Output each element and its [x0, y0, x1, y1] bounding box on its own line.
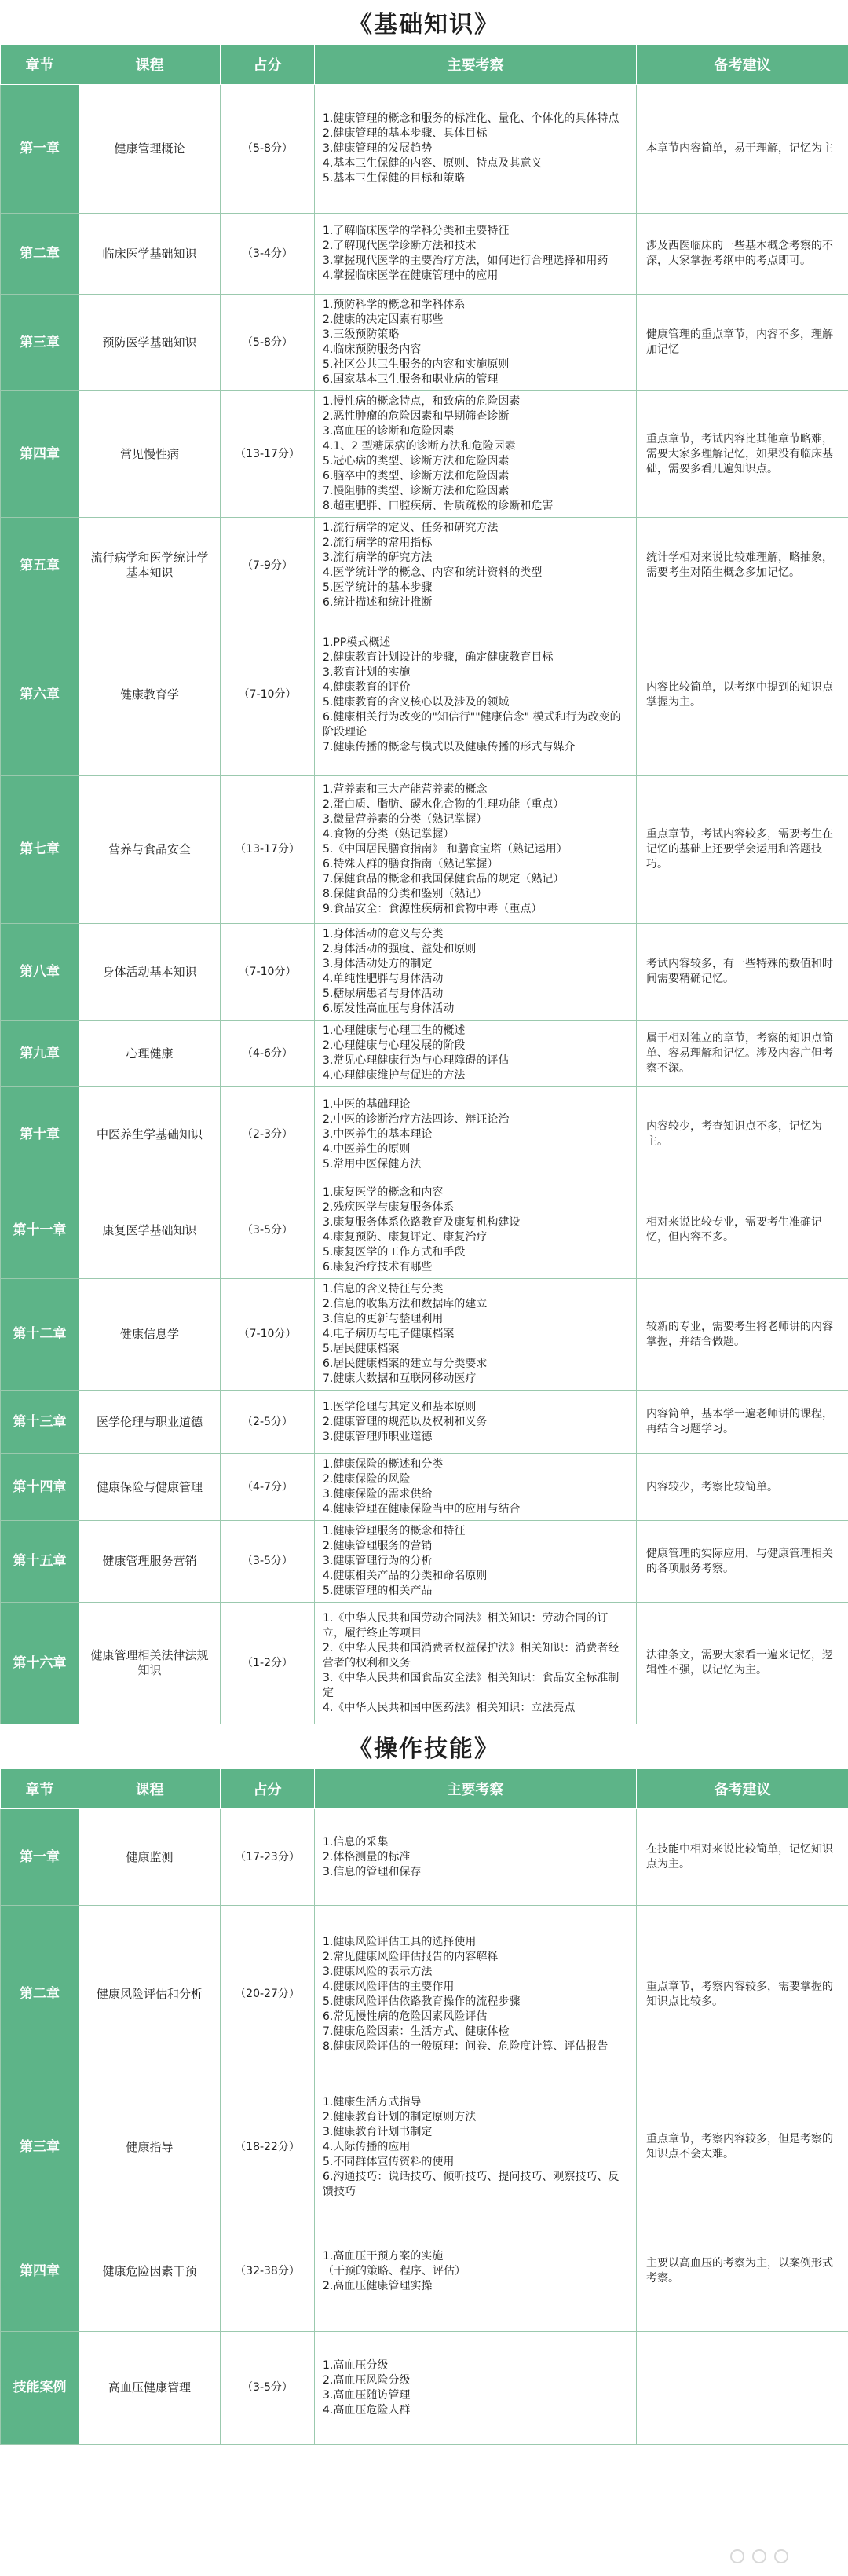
topic-item: 5.常用中医保健方法 [323, 1157, 422, 1171]
chapter-cell: 第十三章 [1, 1391, 79, 1454]
topics-cell [315, 2332, 637, 2445]
topic-item: 1.中医的基础理论 [323, 1097, 411, 1111]
topic-item: 4.高血压危险人群 [323, 2403, 411, 2417]
topic-item: 1.健康管理服务的概念和特征 [323, 1525, 466, 1537]
chapter-cell: 第二章 [1, 1906, 79, 2083]
advice-cell: 重点章节，考试内容比其他章节略难，需要大家多理解记忆，如果没有临床基础，需要多看几遍知识点。 [637, 391, 848, 518]
topics-cell [315, 924, 637, 1021]
topics-cell [315, 1391, 637, 1454]
table-row [1, 85, 848, 214]
advice-cell: 法律条文，需要大家看一遍来记忆，逻辑性不强，以记忆为主。 [637, 1603, 848, 1724]
table-row [1, 614, 848, 776]
topic-item: 7.保健食品的概念和我国保健食品的规定（熟记） [323, 873, 565, 885]
topic-item: 4.电子病历与电子健康档案 [323, 1328, 455, 1340]
advice-cell: 涉及西医临床的一些基本概念考察的不深，大家掌握考纲中的考点即可。 [637, 214, 848, 295]
section-title: 《基础知识》 [349, 11, 499, 38]
topic-item: 1.PP模式概述 [323, 636, 391, 649]
score-cell: （2-5分） [221, 1391, 315, 1454]
score-cell: （3-5分） [221, 1182, 315, 1279]
table-row [1, 2083, 848, 2211]
chapter-cell: 第三章 [1, 295, 79, 391]
topic-item: 1.了解临床医学的学科分类和主要特征 [323, 225, 510, 237]
watermark-dot-icon [752, 2549, 766, 2563]
topic-item: 6.健康相关行为改变的"知信行""健康信念" 模式和行为改变的阶段理论 [323, 710, 621, 738]
table-row [1, 1182, 848, 1279]
topic-item: 6.沟通技巧：说话技巧、倾听技巧、提问技巧、观察技巧、反馈技巧 [323, 2170, 620, 2198]
topic-item: 5.健康教育的含义核心以及涉及的领域 [323, 695, 510, 709]
topic-item: 3.健康管理行为的分析 [323, 1555, 433, 1567]
topics-cell [315, 295, 637, 391]
advice-cell: 重点章节，考试内容较多，需要考生在记忆的基础上还要学会运用和答题技巧。 [637, 776, 848, 924]
topic-item: 1.信息的含义特征与分类 [323, 1283, 444, 1295]
advice-cell: 内容简单，基本学一遍老师讲的课程，再结合习题学习。 [637, 1391, 848, 1454]
chapter-cell: 第三章 [1, 2083, 79, 2211]
course-cell: 健康管理相关法律法规知识 [79, 1603, 221, 1724]
course-cell: 康复医学基础知识 [79, 1182, 221, 1279]
header-chapter: 章节 [1, 45, 79, 85]
topic-item: 6.康复治疗技术有哪些 [323, 1261, 433, 1273]
topic-item: 3.掌握现代医学的主要治疗方法，如何进行合理选择和用药 [323, 255, 609, 267]
header-course: 课程 [79, 1769, 221, 1809]
topic-item: 1.健康管理的概念和服务的标准化、量化、个体化的具体特点 [323, 112, 620, 125]
chapter-cell: 第四章 [1, 2211, 79, 2332]
topic-item: 2.健康管理服务的营销 [323, 1540, 433, 1552]
score-cell: （3-5分） [221, 1521, 315, 1603]
course-cell: 健康风险评估和分析 [79, 1906, 221, 2083]
score-cell: （13-17分） [221, 391, 315, 518]
topic-item: 4.健康风险评估的主要作用 [323, 1980, 455, 1993]
topic-item: 1.康复医学的概念和内容 [323, 1186, 444, 1199]
chapter-cell: 第十一章 [1, 1182, 79, 1279]
header-score: 占分 [221, 45, 315, 85]
topic-item: 4.健康相关产品的分类和命名原则 [323, 1570, 488, 1582]
score-cell: （13-17分） [221, 776, 315, 924]
topic-item: 2.流行病学的常用指标 [323, 537, 433, 549]
topic-item: 3.身体活动处方的制定 [323, 958, 433, 970]
watermark [730, 2548, 824, 2565]
advice-cell: 重点章节，考察内容较多，需要掌握的知识点比较多。 [637, 1906, 848, 2083]
table-row [1, 1906, 848, 2083]
topic-item: 3.健康风险的表示方法 [323, 1965, 433, 1978]
course-cell: 健康管理服务营销 [79, 1521, 221, 1603]
topic-item: 6.脑卒中的类型、诊断方法和危险因素 [323, 470, 510, 482]
topic-item: 4.健康教育的评价 [323, 680, 411, 694]
table-row [1, 1809, 848, 1906]
topic-item: 5.《中国居民膳食指南》 和膳食宝塔（熟记运用） [323, 843, 568, 856]
score-cell: （3-5分） [221, 2332, 315, 2445]
course-cell: 健康信息学 [79, 1279, 221, 1391]
topic-item: 2.了解现代医学诊断方法和技术 [323, 240, 477, 252]
score-cell: （1-2分） [221, 1603, 315, 1724]
topic-item: 6.特殊人群的膳食指南（熟记掌握） [323, 858, 499, 870]
topic-item: 5.健康管理的相关产品 [323, 1585, 433, 1597]
topics-cell [315, 214, 637, 295]
chapter-cell: 第四章 [1, 391, 79, 518]
score-cell: （3-4分） [221, 214, 315, 295]
chapter-cell: 第七章 [1, 776, 79, 924]
topic-item: 3.三级预防策略 [323, 328, 400, 341]
header-advice: 备考建议 [637, 45, 848, 85]
chapter-cell: 第一章 [1, 1809, 79, 1906]
topic-item: 2.身体活动的强度、益处和原则 [323, 943, 477, 955]
course-cell: 中医养生学基础知识 [79, 1087, 221, 1182]
table-row [1, 2211, 848, 2332]
topic-item: 4.掌握临床医学在健康管理中的应用 [323, 269, 499, 282]
topic-item: （干预的策略、程序、评估） [323, 2264, 466, 2277]
chapter-cell: 第十四章 [1, 1454, 79, 1521]
topic-item: 3.高血压随访管理 [323, 2388, 411, 2402]
course-cell: 心理健康 [79, 1021, 221, 1087]
topic-item: 4.单纯性肥胖与身体活动 [323, 973, 444, 985]
topic-item: 2.常见健康风险评估报告的内容解释 [323, 1950, 499, 1963]
course-cell: 预防医学基础知识 [79, 295, 221, 391]
topics-cell [315, 1603, 637, 1724]
topic-item: 6.常见慢性病的危险因素风险评估 [323, 2010, 488, 2023]
topic-item: 4.心理健康维护与促进的方法 [323, 1069, 466, 1082]
score-cell: （7-10分） [221, 614, 315, 776]
table-row [1, 1521, 848, 1603]
advice-cell: 本章节内容简单，易于理解，记忆为主 [637, 85, 848, 214]
topics-cell [315, 1279, 637, 1391]
topic-item: 4.中医养生的原则 [323, 1142, 411, 1156]
topic-item: 6.统计描述和统计推断 [323, 596, 433, 609]
advice-cell: 内容较少，考察比较简单。 [637, 1454, 848, 1521]
topic-item: 1.营养素和三大产能营养素的概念 [323, 783, 488, 796]
topic-item: 2.残疾医学与康复服务体系 [323, 1201, 455, 1214]
topic-item: 3.健康管理师职业道德 [323, 1430, 433, 1443]
topic-item: 4.基本卫生保健的内容、原则、特点及其意义 [323, 157, 543, 170]
advice-cell: 内容较少，考查知识点不多，记忆为主。 [637, 1087, 848, 1182]
topic-item: 3.《中华人民共和国食品安全法》相关知识：食品安全标准制定 [323, 1671, 620, 1699]
score-cell: （7-10分） [221, 1279, 315, 1391]
topic-item: 3.常见心理健康行为与心理障碍的评估 [323, 1054, 510, 1067]
watermark-dot-icon [730, 2549, 744, 2563]
topic-item: 5.冠心病的类型、诊断方法和危险因素 [323, 455, 510, 467]
topic-item: 2.心理健康与心理发展的阶段 [323, 1039, 466, 1052]
score-cell: （7-10分） [221, 924, 315, 1021]
course-cell: 临床医学基础知识 [79, 214, 221, 295]
topic-item: 1.预防科学的概念和学科体系 [323, 299, 466, 311]
syllabus-table [0, 1768, 848, 2445]
table-row [1, 391, 848, 518]
score-cell: （5-8分） [221, 85, 315, 214]
score-cell: （4-6分） [221, 1021, 315, 1087]
score-cell: （20-27分） [221, 1906, 315, 2083]
topic-item: 1.健康风险评估工具的选择使用 [323, 1935, 477, 1948]
topic-item: 1.医学伦理与其定义和基本原则 [323, 1400, 477, 1413]
topic-item: 7.慢阻肺的类型、诊断方法和危险因素 [323, 485, 510, 497]
topics-cell [315, 2211, 637, 2332]
topic-item: 2.健康教育计划设计的步骤，确定健康教育目标 [323, 650, 554, 664]
topics-cell [315, 1809, 637, 1906]
topic-item: 1.流行病学的定义、任务和研究方法 [323, 522, 499, 534]
course-cell: 健康教育学 [79, 614, 221, 776]
topic-item: 1.高血压分级 [323, 2358, 389, 2372]
header-score: 占分 [221, 1769, 315, 1809]
topic-item: 4.健康管理在健康保险当中的应用与结合 [323, 1503, 521, 1515]
course-cell: 流行病学和医学统计学基本知识 [79, 518, 221, 614]
topic-item: 5.康复医学的工作方式和手段 [323, 1246, 466, 1259]
topic-item: 1.《中华人民共和国劳动合同法》相关知识：劳动合同的订立，履行终止等项目 [323, 1611, 609, 1640]
chapter-cell: 第一章 [1, 85, 79, 214]
score-cell: （18-22分） [221, 2083, 315, 2211]
topic-item: 4.人际传播的应用 [323, 2140, 411, 2153]
course-cell: 常见慢性病 [79, 391, 221, 518]
score-cell: （5-8分） [221, 295, 315, 391]
topics-cell [315, 1087, 637, 1182]
score-cell: （4-7分） [221, 1454, 315, 1521]
section-title: 《操作技能》 [349, 1735, 499, 1763]
course-cell: 高血压健康管理 [79, 2332, 221, 2445]
table-row [1, 1391, 848, 1454]
header-topics: 主要考察 [315, 1769, 637, 1809]
topic-item: 8.健康风险评估的一般原理：问卷、危险度计算、评估报告 [323, 2039, 609, 2053]
topic-item: 6.国家基本卫生服务和职业病的管理 [323, 373, 499, 386]
chapter-cell: 第六章 [1, 614, 79, 776]
topic-item: 4.康复预防、康复评定、康复治疗 [323, 1231, 488, 1244]
course-cell: 健康保险与健康管理 [79, 1454, 221, 1521]
table-row [1, 776, 848, 924]
table-row [1, 2332, 848, 2445]
course-cell: 健康危险因素干预 [79, 2211, 221, 2332]
topic-item: 7.健康危险因素：生活方式、健康体检 [323, 2025, 510, 2038]
advice-cell: 健康管理的重点章节，内容不多，理解加记忆 [637, 295, 848, 391]
score-cell: （17-23分） [221, 1809, 315, 1906]
topic-item: 3.健康保险的需求供给 [323, 1488, 433, 1501]
table-row [1, 1603, 848, 1724]
topics-cell [315, 391, 637, 518]
chapter-cell: 第五章 [1, 518, 79, 614]
topic-item: 2.蛋白质、脂肪、碳水化合物的生理功能（重点） [323, 798, 565, 811]
topic-item: 3.教育计划的实施 [323, 665, 411, 679]
watermark-dot-icon [774, 2549, 788, 2563]
topic-item: 2.体格测量的标准 [323, 1850, 411, 1863]
table-row [1, 295, 848, 391]
topic-item: 1.健康保险的概述和分类 [323, 1458, 444, 1471]
topics-cell [315, 776, 637, 924]
score-cell: （7-9分） [221, 518, 315, 614]
topic-item: 3.流行病学的研究方法 [323, 551, 433, 564]
topic-item: 2.恶性肿瘤的危险因素和早期筛查诊断 [323, 410, 510, 423]
topic-item: 7.健康传播的概念与模式以及健康传播的形式与媒介 [323, 740, 576, 753]
chapter-cell: 技能案例 [1, 2332, 79, 2445]
chapter-cell: 第九章 [1, 1021, 79, 1087]
topic-item: 3.微量营养素的分类（熟记掌握） [323, 813, 488, 826]
topic-item: 7.健康大数据和互联网移动医疗 [323, 1372, 477, 1385]
topic-item: 1.心理健康与心理卫生的概述 [323, 1024, 466, 1037]
course-cell: 营养与食品安全 [79, 776, 221, 924]
topic-item: 8.保健食品的分类和鉴别（熟记） [323, 888, 488, 900]
header-advice: 备考建议 [637, 1769, 848, 1809]
topic-item: 1.信息的采集 [323, 1835, 389, 1849]
course-cell: 医学伦理与职业道德 [79, 1391, 221, 1454]
topic-item: 5.社区公共卫生服务的内容和实施原则 [323, 358, 510, 371]
topic-item: 1.健康生活方式指导 [323, 2095, 422, 2109]
topic-item: 4.医学统计学的概念、内容和统计资料的类型 [323, 566, 543, 579]
table-row [1, 214, 848, 295]
topic-item: 1.高血压干预方案的实施 [323, 2249, 444, 2263]
advice-cell: 内容比较简单，以考纲中提到的知识点掌握为主。 [637, 614, 848, 776]
advice-cell: 健康管理的实际应用，与健康管理相关的各项服务考察。 [637, 1521, 848, 1603]
topic-item: 1.慢性病的概念特点，和致病的危险因素 [323, 395, 521, 408]
score-cell: （32-38分） [221, 2211, 315, 2332]
score-cell: （2-3分） [221, 1087, 315, 1182]
topics-cell [315, 1906, 637, 2083]
topic-item: 2.高血压风险分级 [323, 2373, 411, 2387]
header-chapter: 章节 [1, 1769, 79, 1809]
chapter-cell: 第八章 [1, 924, 79, 1021]
chapter-cell: 第十五章 [1, 1521, 79, 1603]
topic-item: 9.食品安全：食源性疾病和食物中毒（重点） [323, 903, 543, 915]
topic-item: 6.原发性高血压与身体活动 [323, 1002, 455, 1015]
advice-cell: 统计学相对来说比较难理解，略抽象，需要考生对陌生概念多加记忆。 [637, 518, 848, 614]
header-course: 课程 [79, 45, 221, 85]
topic-item: 6.居民健康档案的建立与分类要求 [323, 1358, 488, 1370]
topic-item: 2.健康管理的规范以及权利和义务 [323, 1415, 488, 1428]
topic-item: 4.1、2 型糖尿病的诊断方法和危险因素 [323, 440, 516, 453]
topic-item: 2.健康保险的风险 [323, 1473, 411, 1486]
topic-item: 2.健康的决定因素有哪些 [323, 313, 444, 326]
chapter-cell: 第十二章 [1, 1279, 79, 1391]
advice-cell: 较新的专业，需要考生将老师讲的内容掌握，并结合做题。 [637, 1279, 848, 1391]
topic-item: 3.健康管理的发展趋势 [323, 142, 433, 155]
topics-cell [315, 1454, 637, 1521]
topic-item: 5.居民健康档案 [323, 1343, 400, 1355]
advice-cell: 考试内容较多，有一些特殊的数值和时间需要精确记忆。 [637, 924, 848, 1021]
topic-item: 3.信息的更新与整理利用 [323, 1313, 444, 1325]
table-row [1, 1087, 848, 1182]
chapter-cell: 第二章 [1, 214, 79, 295]
topic-item: 3.高血压的诊断和危险因素 [323, 425, 455, 438]
header-topics: 主要考察 [315, 45, 637, 85]
topics-cell [315, 1021, 637, 1087]
topics-cell [315, 2083, 637, 2211]
topic-item: 2.信息的收集方法和数据库的建立 [323, 1298, 488, 1310]
topic-item: 4.食物的分类（熟记掌握） [323, 828, 455, 841]
topics-cell [315, 1182, 637, 1279]
topic-item: 8.超重肥胖、口腔疾病、骨质疏松的诊断和危害 [323, 500, 554, 512]
topic-item: 5.糖尿病患者与身体活动 [323, 988, 444, 1000]
course-cell: 身体活动基本知识 [79, 924, 221, 1021]
topic-item: 3.康复服务体系依路教育及康复机构建设 [323, 1216, 521, 1229]
table-row [1, 1279, 848, 1391]
topic-item: 4.临床预防服务内容 [323, 343, 422, 356]
topic-item: 2.高血压健康管理实操 [323, 2279, 433, 2292]
topic-item: 4.《中华人民共和国中医药法》相关知识：立法亮点 [323, 1701, 576, 1714]
topic-item: 3.中医养生的基本理论 [323, 1127, 433, 1141]
topic-item: 2.中医的诊断治疗方法四诊、辩证论治 [323, 1112, 510, 1126]
topic-item: 1.身体活动的意义与分类 [323, 928, 444, 940]
topic-item: 5.基本卫生保健的目标和策略 [323, 172, 466, 185]
course-cell: 健康指导 [79, 2083, 221, 2211]
table-row [1, 924, 848, 1021]
table-header-row [1, 1769, 848, 1809]
topics-cell [315, 1521, 637, 1603]
table-row [1, 518, 848, 614]
advice-cell: 相对来说比较专业，需要考生准确记忆，但内容不多。 [637, 1182, 848, 1279]
chapter-cell: 第十六章 [1, 1603, 79, 1724]
advice-cell: 主要以高血压的考察为主，以案例形式考察。 [637, 2211, 848, 2332]
advice-cell: 重点章节，考察内容较多，但是考察的知识点不会太难。 [637, 2083, 848, 2211]
topic-item: 2.健康管理的基本步骤、具体目标 [323, 127, 488, 140]
topic-item: 2.《中华人民共和国消费者权益保护法》相关知识：消费者经营者的权利和义务 [323, 1641, 620, 1669]
topics-cell [315, 614, 637, 776]
topics-cell [315, 85, 637, 214]
topics-cell [315, 518, 637, 614]
table-row [1, 1021, 848, 1087]
topic-item: 5.不同群体宣传资料的使用 [323, 2155, 455, 2168]
table-row [1, 1454, 848, 1521]
advice-cell: 在技能中相对来说比较简单，记忆知识点为主。 [637, 1809, 848, 1906]
topic-item: 5.医学统计的基本步骤 [323, 581, 433, 594]
syllabus-table [0, 44, 848, 1724]
topic-item: 2.健康教育计划的制定原则方法 [323, 2110, 477, 2123]
chapter-cell: 第十章 [1, 1087, 79, 1182]
topic-item: 3.健康教育计划书制定 [323, 2125, 433, 2138]
course-cell: 健康管理概论 [79, 85, 221, 214]
topic-item: 3.信息的管理和保存 [323, 1865, 422, 1878]
table-header-row [1, 45, 848, 85]
course-cell: 健康监测 [79, 1809, 221, 1906]
advice-cell [637, 2332, 848, 2445]
topic-item: 5.健康风险评估依路教育操作的流程步骤 [323, 1995, 521, 2008]
advice-cell: 属于相对独立的章节，考察的知识点简单、容易理解和记忆。涉及内容广但考察不深。 [637, 1021, 848, 1087]
